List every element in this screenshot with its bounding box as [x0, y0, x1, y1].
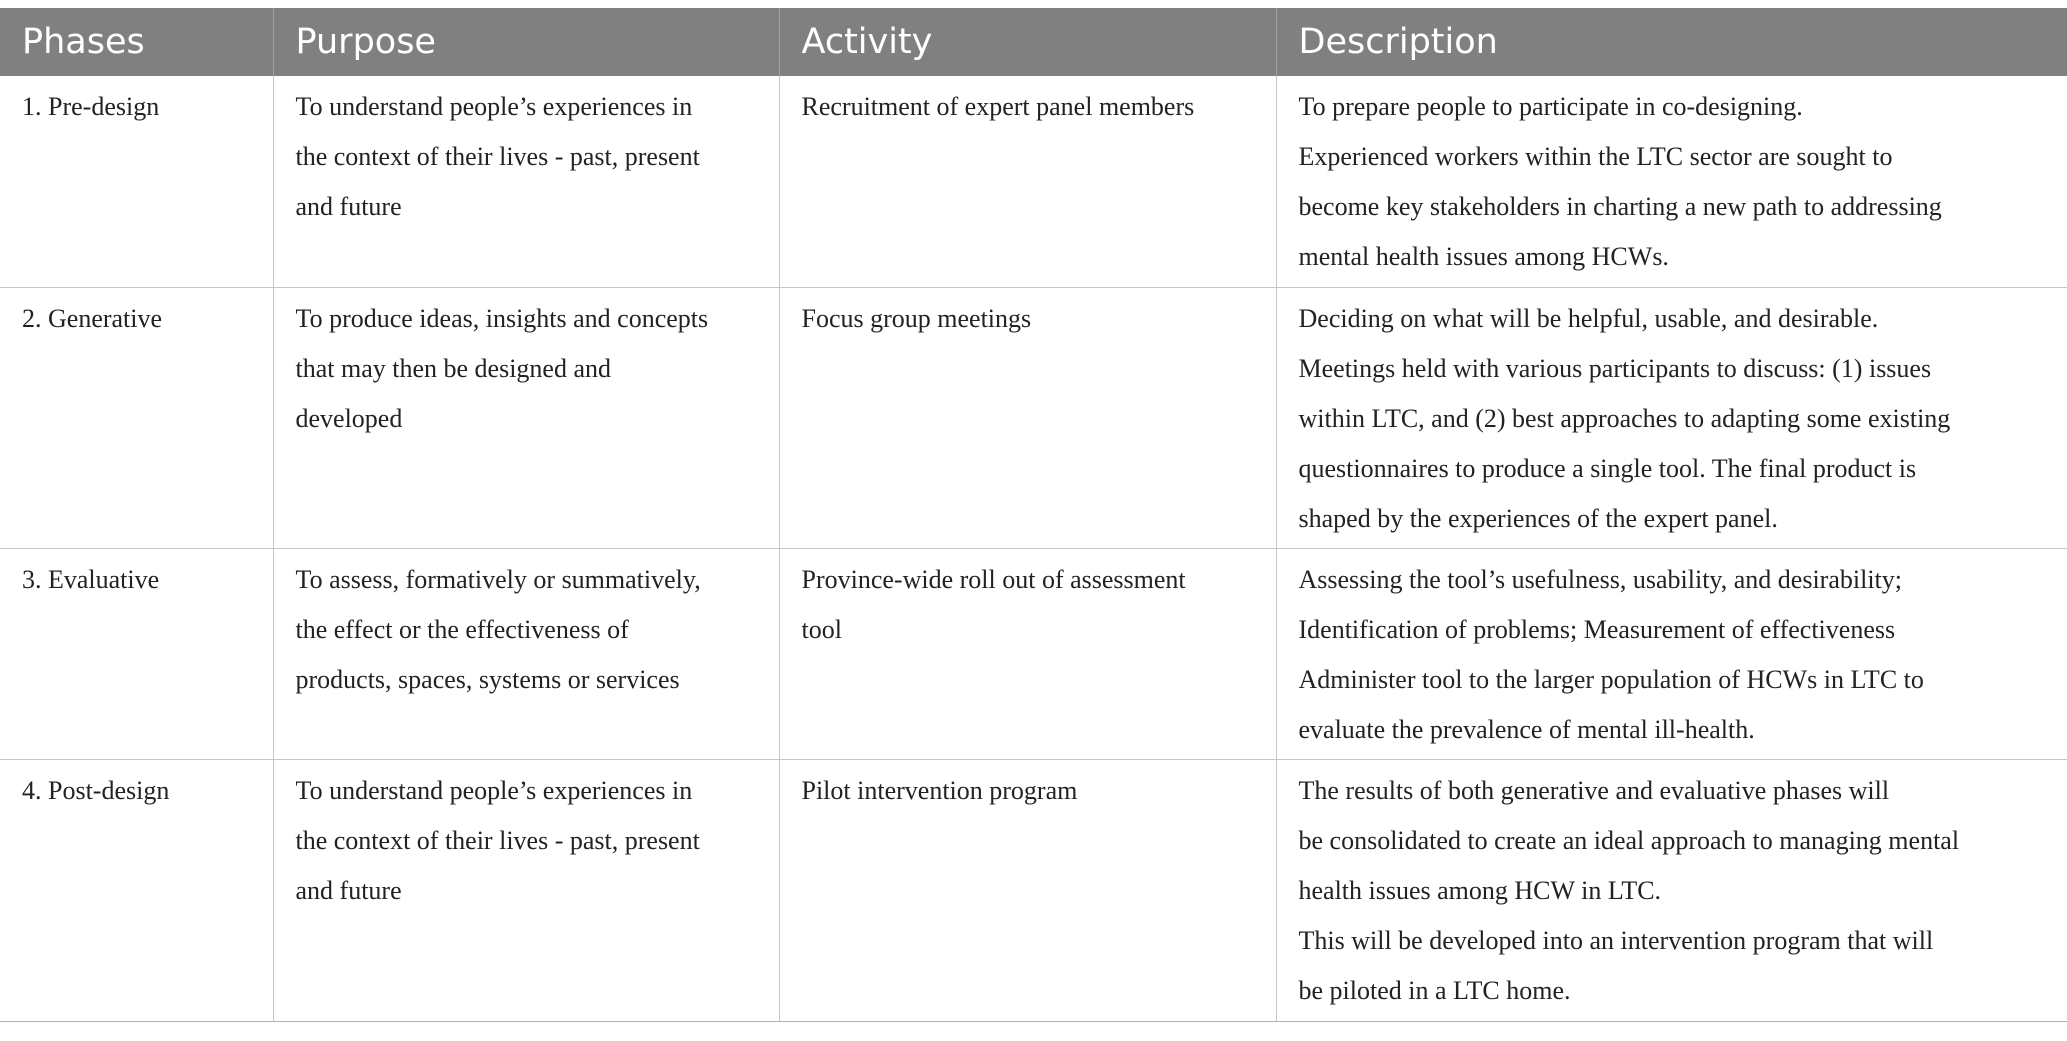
description-line: be consolidated to create an ideal approach to managing mental — [1298, 825, 1960, 855]
header-phases: Phases — [0, 8, 273, 76]
phases-table — [0, 8, 2067, 1022]
activity-line: Recruitment of expert panel members — [801, 92, 1195, 121]
description-line: Meetings held with various participants to discuss: (1) issues — [1298, 353, 1932, 383]
activity-line: Pilot intervention program — [801, 775, 1078, 805]
purpose-line: the effect or the effectiveness of — [295, 614, 629, 644]
activity-cell — [779, 759, 1276, 1021]
description-line: To prepare people to participate in co-designing. — [1298, 92, 1803, 121]
purpose-line: the context of their lives - past, present — [295, 142, 700, 171]
phase-text: 4. Post-design — [22, 775, 170, 805]
description-cell — [1276, 759, 2067, 1021]
phase-text: 2. Generative — [22, 303, 163, 333]
phase-cell — [0, 76, 273, 287]
activity-line: Province-wide roll out of assessment — [801, 564, 1186, 594]
purpose-cell — [273, 759, 779, 1021]
description-line: be piloted in a LTC home. — [1298, 975, 1571, 1005]
table-row — [0, 76, 2067, 287]
purpose-line: To produce ideas, insights and concepts — [295, 303, 709, 333]
description-line: Administer tool to the larger population of HCWs in LTC to — [1298, 664, 1924, 694]
description-cell — [1276, 76, 2067, 287]
purpose-line: developed — [295, 403, 403, 433]
activity-line: tool — [801, 614, 842, 644]
purpose-cell — [273, 76, 779, 287]
purpose-cell — [273, 548, 779, 759]
description-cell — [1276, 287, 2067, 548]
purpose-line: To understand people’s experiences in — [295, 775, 693, 805]
description-line: become key stakeholders in charting a new path to addressing — [1298, 192, 1942, 221]
activity-cell — [779, 548, 1276, 759]
phase-text: 3. Evaluative — [22, 564, 160, 594]
purpose-line: To assess, formatively or summatively, — [295, 564, 701, 594]
purpose-line: and future — [295, 192, 402, 221]
header-purpose: Purpose — [273, 8, 779, 76]
activity-line: Focus group meetings — [801, 303, 1032, 333]
description-line: shaped by the experiences of the expert panel. — [1298, 503, 1778, 533]
purpose-line: products, spaces, systems or services — [295, 664, 680, 694]
description-line: The results of both generative and evaluative phases will — [1298, 775, 1890, 805]
description-line: health issues among HCW in LTC. — [1298, 875, 1662, 905]
phase-cell — [0, 287, 273, 548]
header-activity: Activity — [779, 8, 1276, 76]
phase-cell — [0, 548, 273, 759]
phase-cell — [0, 759, 273, 1021]
description-line: Experienced workers within the LTC sector are sought to — [1298, 142, 1893, 171]
description-line: Assessing the tool’s usefulness, usability, and desirability; — [1298, 564, 1902, 594]
description-line: This will be developed into an intervention program that will — [1298, 925, 1934, 955]
table-body — [0, 76, 2067, 1021]
description-line: Deciding on what will be helpful, usable, and desirable. — [1298, 303, 1879, 333]
table-row — [0, 548, 2067, 759]
description-line: questionnaires to produce a single tool. The final product is — [1298, 453, 1917, 483]
table-row — [0, 287, 2067, 548]
description-line: Identification of problems; Measurement of effectiveness — [1298, 614, 1896, 644]
activity-cell — [779, 287, 1276, 548]
header-description: Description — [1276, 8, 2067, 76]
header-row — [0, 8, 2067, 76]
table-header — [0, 8, 2067, 76]
purpose-line: the context of their lives - past, present — [295, 825, 700, 855]
purpose-cell — [273, 287, 779, 548]
phase-text: 1. Pre-design — [22, 92, 160, 121]
description-line: evaluate the prevalence of mental ill-health. — [1298, 714, 1755, 744]
description-cell — [1276, 548, 2067, 759]
description-line: within LTC, and (2) best approaches to adapting some existing — [1298, 403, 1951, 433]
activity-cell — [779, 76, 1276, 287]
description-line: mental health issues among HCWs. — [1298, 242, 1669, 271]
purpose-line: To understand people’s experiences in — [295, 92, 693, 121]
purpose-line: that may then be designed and — [295, 353, 612, 383]
table-row — [0, 759, 2067, 1021]
purpose-line: and future — [295, 875, 402, 905]
